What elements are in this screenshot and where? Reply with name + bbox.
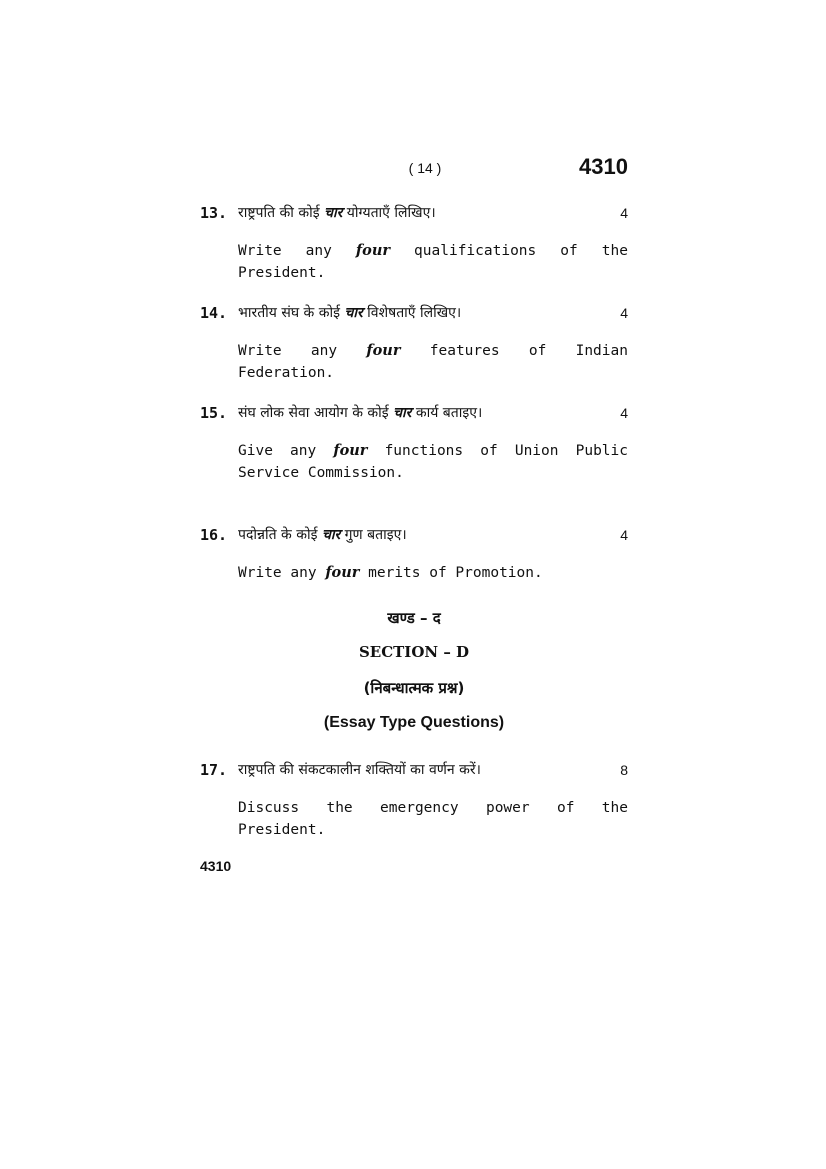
question-english-text: Write any four qualifications of the President.	[238, 242, 628, 281]
emphasis-word: चार	[324, 205, 343, 221]
question-14	[200, 302, 628, 384]
question-number: 17.	[200, 761, 228, 779]
question-marks: 8	[620, 762, 628, 778]
paper-code-footer: 4310	[200, 858, 232, 874]
paper-code-top: 4310	[579, 154, 628, 179]
question-15	[200, 402, 628, 484]
question-marks: 4	[620, 205, 628, 221]
question-english-text: Discuss the emergency power of the President.	[238, 800, 628, 838]
emphasis-word: four	[325, 564, 360, 581]
question-number: 14.	[200, 304, 228, 322]
question-17	[200, 759, 628, 841]
question-marks: 4	[620, 527, 628, 543]
emphasis-word: चार	[393, 405, 412, 421]
question-hindi-line	[200, 759, 628, 781]
page-number: ( 14 )	[408, 160, 442, 176]
question-number: 16.	[200, 526, 228, 544]
section-type-hindi: (निबन्धात्मक प्रश्न)	[363, 679, 465, 697]
question-marks: 4	[620, 305, 628, 321]
question-hindi-text: पदोन्नति के कोई चार गुण बताइए।	[238, 527, 407, 543]
emphasis-word: four	[333, 442, 368, 459]
question-16	[200, 524, 628, 584]
question-english-text: Write any four merits of Promotion.	[238, 564, 543, 581]
question-hindi-line	[200, 202, 628, 224]
question-hindi-text: भारतीय संघ के कोई चार विशेषताएँ लिखिए।	[238, 305, 462, 321]
question-number: 13.	[200, 204, 228, 222]
section-title-english: SECTION – D	[358, 643, 470, 661]
question-marks: 4	[620, 405, 628, 421]
emphasis-word: four	[355, 242, 391, 259]
question-hindi-line	[200, 524, 628, 546]
section-title-hindi: खण्ड – द	[387, 609, 441, 627]
question-hindi-text: संघ लोक सेवा आयोग के कोई चार कार्य बताइए।	[238, 405, 483, 421]
section-type-english: (Essay Type Questions)	[323, 714, 505, 731]
emphasis-word: चार	[344, 305, 363, 321]
question-number: 15.	[200, 404, 228, 422]
question-english-text: Give any four functions of Union Public Service Commission.	[238, 442, 628, 481]
question-13	[200, 202, 628, 284]
question-hindi-text: राष्ट्रपति की संकटकालीन शक्तियों का वर्णन करें।	[238, 762, 481, 778]
emphasis-word: four	[366, 342, 401, 359]
emphasis-word: चार	[321, 527, 341, 543]
question-hindi-line	[200, 302, 628, 324]
question-hindi-text: राष्ट्रपति की कोई चार योग्यताएँ लिखिए।	[238, 205, 436, 221]
question-hindi-line	[200, 402, 628, 424]
question-english-text: Write any four features of Indian Federation.	[238, 342, 628, 381]
